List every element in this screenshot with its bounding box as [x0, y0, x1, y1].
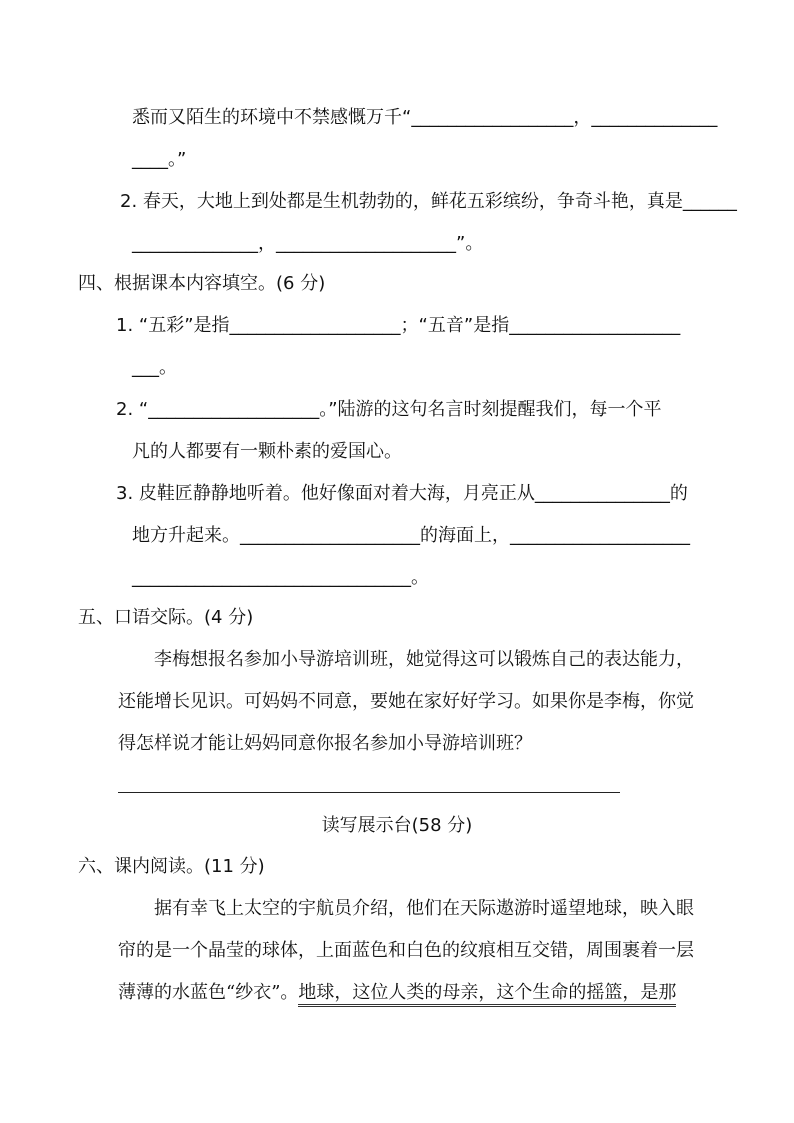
s4-q3-line3: _______________________________。 [132, 567, 429, 588]
s6-line3-plain: 薄薄的水蓝色“纱衣”。 [118, 982, 299, 1003]
s6-paragraph-line2: 帘的是一个晶莹的球体，上面蓝色和白色的纹痕相互交错，周围裹着一层 [118, 940, 694, 961]
s4-q1-line1: 1. “五彩”是指___________________；“五音”是指___________________ [116, 315, 681, 336]
q2-text-line1: 2. 春天，大地上到处都是生机勃勃的，鲜花五彩缤纷，争奇斗艳，真是______ [120, 191, 737, 212]
section6-title: 六、课内阅读。(11 分) [78, 856, 265, 877]
part-title: 读写展示台(58 分) [321, 815, 473, 836]
s4-q2-line1: 2. “___________________。”陆游的这句名言时刻提醒我们，每一个平 [116, 399, 662, 420]
s5-paragraph-line1: 李梅想报名参加小导游培训班，她觉得这可以锻炼自己的表达能力， [154, 649, 694, 670]
s4-q2-line2: 凡的人都要有一颗朴素的爱国心。 [132, 441, 402, 462]
q1-text-line1: 悉而又陌生的环境中不禁感慨万千“__________________，______________ [132, 107, 718, 128]
s4-q3-line1: 3. 皮鞋匠静静地听着。他好像面对着大海，月亮正从_______________的 [116, 483, 688, 504]
s6-paragraph-line1: 据有幸飞上太空的宇航员介绍，他们在天际遨游时遥望地球，映入眼 [154, 898, 694, 919]
s4-q3-line2: 地方升起来。____________________的海面上，____________________ [132, 525, 690, 546]
section5-title: 五、口语交际。(4 分) [78, 607, 254, 628]
q2-text-line2: ______________，____________________”。 [132, 233, 484, 254]
answer-line [118, 792, 620, 793]
q1-text-line2: ____。” [132, 149, 187, 170]
s4-q1-line2: ___。 [132, 357, 177, 378]
section4-title: 四、根据课本内容填空。(6 分) [78, 273, 326, 294]
s5-paragraph-line3: 得怎样说才能让妈妈同意你报名参加小导游培训班？ [118, 733, 532, 754]
s6-line3-underlined: 地球，这位人类的母亲，这个生命的摇篮，是那 [298, 982, 676, 1007]
s6-paragraph-line3 [118, 981, 676, 1005]
s5-paragraph-line2: 还能增长见识。可妈妈不同意，要她在家好好学习。如果你是李梅，你觉 [118, 691, 694, 712]
